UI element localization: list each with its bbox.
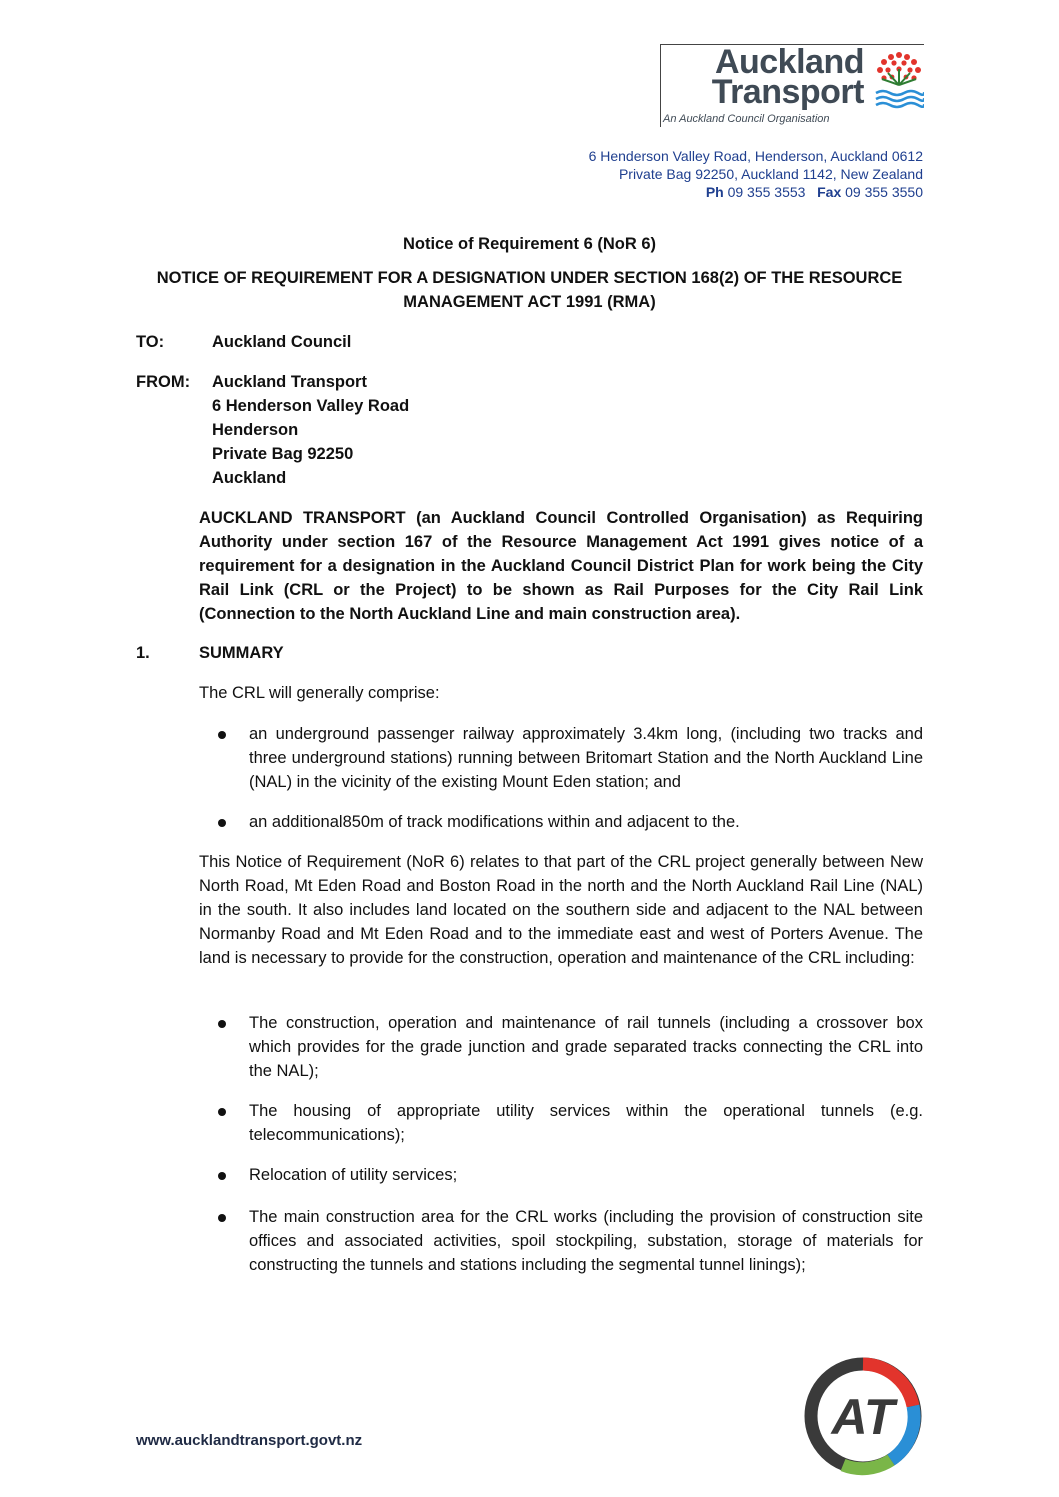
bullet-icon xyxy=(218,1172,226,1180)
from-address xyxy=(212,370,409,490)
list-item: an underground passenger railway approximately 3.4km long, (including two tracks and three underground stations) running between Britomart Station and the North Auckland Line (NAL) in the vicinity of the existing Mount Eden station; and xyxy=(249,725,923,791)
document-heading-line-2: MANAGEMENT ACT 1991 (RMA) xyxy=(403,293,656,311)
intro-paragraph: AUCKLAND TRANSPORT (an Auckland Council Controlled Organisation) as Requiring Authority under section 167 of the Resource Management Act 1991 gives notice of a requirement for a designation in the Auckland Council District Plan for work being the City Rail Link (CRL or the Project) to be shown as Rail Purposes for the City Rail Link (Connection to the North Auckland Line and main construction area). xyxy=(199,509,923,623)
from-line: Private Bag 92250 xyxy=(212,445,354,463)
from-line: Henderson xyxy=(212,421,299,439)
from-line: Auckland Transport xyxy=(212,373,367,391)
from-line: 6 Henderson Valley Road xyxy=(212,397,410,415)
bullet-icon xyxy=(218,819,226,827)
body-paragraph: This Notice of Requirement (NoR 6) relates to that part of the CRL project generally between New North Road, Mt Eden Road and Boston Road in the north and the North Auckland Rail Line (NAL) in the south. It also includes land located on the southern side and adjacent to the NAL between Normanby Road and Mt Eden Road and to the immediate east and west of Porters Avenue. The land is necessary to provide for the construction, operation and maintenance of the CRL including: xyxy=(199,853,923,967)
logo-word-transport: Transport xyxy=(711,73,864,111)
list-item: The construction, operation and maintenance of rail tunnels (including a crossover box which provides for the grade junction and grade separated tracks connecting the CRL into the NAL); xyxy=(249,1014,923,1080)
pohutukawa-flower-icon xyxy=(874,49,924,111)
bullet-icon xyxy=(218,1214,226,1222)
list-item: Relocation of utility services; xyxy=(249,1166,458,1184)
phone-label: Ph xyxy=(705,184,724,200)
from-label: FROM: xyxy=(136,373,191,391)
document-title: Notice of Requirement 6 (NoR 6) xyxy=(402,235,657,253)
section-number: 1. xyxy=(136,644,150,662)
logo-word-auckland: Auckland xyxy=(714,43,864,81)
lead-text: The CRL will generally comprise: xyxy=(199,684,440,702)
footer-website-link[interactable]: www.aucklandtransport.govt.nz xyxy=(136,1432,363,1449)
at-logo-text: AT xyxy=(831,1389,895,1445)
bullet-icon xyxy=(218,1108,226,1116)
address-line-2: Private Bag 92250, Auckland 1142, New Zealand xyxy=(618,166,923,182)
document-heading-line-1: NOTICE OF REQUIREMENT FOR A DESIGNATION UNDER SECTION 168(2) OF THE RESOURCE xyxy=(156,269,903,287)
bullet-icon xyxy=(218,731,226,739)
list-item: The housing of appropriate utility services within the operational tunnels (e.g. telecommunications); xyxy=(249,1102,923,1144)
at-roundel-logo xyxy=(803,1356,923,1476)
from-line: Auckland xyxy=(212,469,287,487)
to-label: TO: xyxy=(136,333,165,351)
list-item: an additional850m of track modifications within and adjacent to the. xyxy=(249,813,740,831)
logo-tagline: An Auckland Council Organisation xyxy=(663,113,830,125)
bullet-icon xyxy=(218,1020,226,1028)
fax-label: Fax xyxy=(817,184,842,200)
address-line-1: 6 Henderson Valley Road, Henderson, Auckland 0612 xyxy=(588,148,923,164)
phone-number: 09 355 3553 xyxy=(727,184,806,200)
to-value: Auckland Council xyxy=(212,333,352,351)
auckland-transport-logo xyxy=(660,44,924,127)
fax-number: 09 355 3550 xyxy=(845,184,923,200)
list-item: The main construction area for the CRL works (including the provision of construction site offices and associated activities, spoil stockpiling, substation, storage of materials for constructing the tunnels and stations including the segmental tunnel linings); xyxy=(249,1208,923,1274)
contact-line xyxy=(706,183,923,201)
section-title: SUMMARY xyxy=(199,644,284,662)
